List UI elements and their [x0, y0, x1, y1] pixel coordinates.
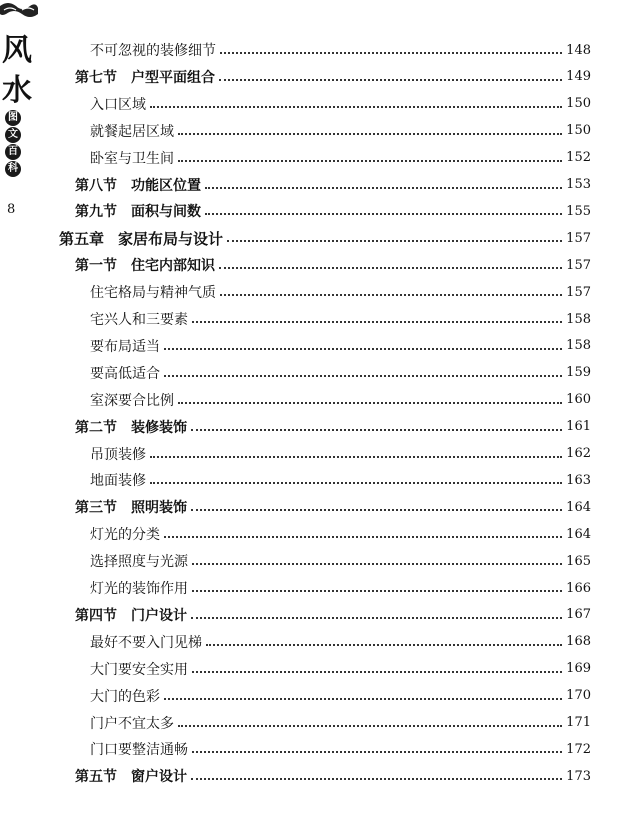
- toc-entry-title-text: 住宅格局与精神气质: [90, 285, 216, 302]
- toc-entry-title-text: 户型平面组合: [131, 69, 215, 86]
- toc-subsection-entry: [90, 363, 591, 383]
- toc-page-number: 157: [566, 284, 591, 300]
- toc-entry-title-text: 灯光的装饰作用: [90, 581, 188, 597]
- toc-entry-title: [75, 417, 187, 437]
- page-number: 8: [7, 202, 16, 217]
- toc-subsection-entry: [90, 94, 591, 114]
- toc-dot-leader: [220, 294, 562, 296]
- toc-page-number: 158: [566, 311, 591, 327]
- toc-entry-title-text: 吊顶装修: [90, 446, 146, 463]
- toc-entry-number: 第四节: [75, 607, 117, 624]
- toc-entry-title-text: 地面装修: [90, 473, 146, 490]
- toc-page-number: 168: [566, 634, 591, 650]
- book-title-char-2: 水: [2, 73, 32, 108]
- toc-dot-leader: [164, 348, 562, 350]
- toc-subsection-entry: [90, 148, 591, 168]
- toc-page-number: 157: [566, 257, 591, 273]
- toc-subsection-entry: [90, 578, 591, 598]
- toc-page-number: 159: [566, 365, 591, 381]
- toc-entry-title-text: 门户设计: [131, 607, 187, 624]
- page-margin: [0, 0, 40, 821]
- toc-entry-title-text: 不可忽视的装修细节: [90, 43, 216, 59]
- toc-dot-leader: [164, 536, 562, 538]
- toc-entry-title: [90, 739, 188, 759]
- toc-entry-title-text: 灯光的分类: [90, 527, 160, 544]
- toc-dot-leader: [192, 590, 562, 592]
- toc-page-number: 165: [566, 553, 591, 569]
- toc-dot-leader: [205, 213, 562, 215]
- toc-entry-title: [90, 713, 174, 733]
- toc-dot-leader: [191, 617, 562, 619]
- toc-subsection-entry: [90, 713, 591, 733]
- toc-dot-leader: [191, 429, 562, 431]
- toc-entry-title: [90, 578, 188, 598]
- toc-dot-leader: [192, 671, 562, 673]
- toc-subsection-entry: [90, 336, 591, 356]
- toc-entry-title-text: 功能区位置: [131, 177, 201, 194]
- toc-dot-leader: [192, 751, 562, 753]
- book-title-char-1: 风: [2, 33, 32, 68]
- toc-entry-title-text: 照明装饰: [131, 500, 187, 517]
- toc-subsection-entry: [90, 686, 591, 706]
- seal-char-3: 百: [5, 144, 21, 160]
- seal-char-4: 科: [5, 161, 21, 177]
- toc-subsection-entry: [90, 444, 591, 464]
- toc-entry-title: [90, 121, 174, 141]
- toc-entry-title-text: 宅兴人和三要素: [90, 312, 188, 328]
- toc-entry-title-text: 室深要合比例: [90, 392, 174, 409]
- toc-page-number: 160: [566, 392, 591, 408]
- toc-page-number: 155: [566, 203, 591, 219]
- toc-entry-title: [75, 605, 187, 625]
- toc-entry-number: 第八节: [75, 177, 117, 194]
- toc-entry-number: 第五节: [75, 769, 117, 786]
- toc-dot-leader: [178, 402, 562, 404]
- toc-dot-leader: [220, 52, 562, 54]
- toc-entry-title-text: 门口要整洁通畅: [90, 742, 188, 759]
- toc-page-number: 161: [566, 419, 591, 435]
- toc-page-number: 153: [566, 177, 591, 192]
- toc-dot-leader: [192, 563, 562, 565]
- toc-entry-title: [90, 40, 216, 60]
- toc-entry-title: [59, 228, 223, 249]
- toc-page-number: 149: [566, 69, 591, 85]
- toc-dot-leader: [178, 160, 562, 162]
- toc-page-number: 158: [566, 338, 591, 354]
- toc-page-number: 171: [566, 715, 591, 730]
- toc-dot-leader: [150, 106, 562, 108]
- toc-subsection-entry: [90, 739, 591, 759]
- toc-entry-title: [90, 148, 174, 168]
- toc-page-number: 150: [566, 96, 591, 112]
- toc-entry-title-text: 卧室与卫生间: [90, 150, 174, 167]
- seal-char-1: 图: [5, 110, 21, 126]
- toc-dot-leader: [206, 644, 562, 646]
- toc-entry-title: [75, 255, 215, 275]
- toc-entry-title-text: 大门的色彩: [90, 688, 160, 705]
- toc-dot-leader: [150, 456, 562, 458]
- toc-entry-number: 第五章: [59, 229, 105, 248]
- toc-entry-title: [75, 201, 201, 221]
- toc-entry-title: [90, 282, 216, 302]
- toc-page-number: 172: [566, 741, 591, 757]
- toc-entry-title-text: 选择照度与光源: [90, 554, 188, 571]
- toc-entry-title-text: 最好不要入门见梯: [90, 634, 202, 651]
- toc-dot-leader: [205, 187, 562, 189]
- toc-entry-title: [90, 632, 202, 652]
- toc-dot-leader: [164, 698, 562, 700]
- toc-chapter-entry: [59, 228, 591, 248]
- toc-subsection-entry: [90, 40, 591, 60]
- toc-dot-leader: [219, 79, 562, 81]
- toc-entry-title: [75, 67, 215, 87]
- toc-entry-title: [75, 175, 201, 195]
- toc-page-number: 169: [566, 661, 591, 677]
- toc-subsection-entry: [90, 470, 591, 490]
- toc-dot-leader: [164, 375, 562, 377]
- toc-subsection-entry: [90, 632, 591, 652]
- toc-subsection-entry: [90, 282, 591, 302]
- toc-entry-number: 第七节: [75, 69, 117, 86]
- toc-dot-leader: [191, 778, 562, 780]
- toc-dot-leader: [178, 725, 562, 727]
- toc-entry-title: [90, 94, 146, 114]
- toc-page-number: 167: [566, 607, 591, 623]
- toc-section-entry: [75, 766, 591, 786]
- toc-page-number: 173: [566, 768, 591, 784]
- toc-section-entry: [75, 67, 591, 87]
- toc-section-entry: [75, 417, 591, 437]
- toc-page-number: 164: [566, 499, 591, 515]
- toc-entry-title-text: 入口区域: [90, 96, 146, 113]
- toc-dot-leader: [150, 482, 562, 484]
- toc-entry-title: [90, 363, 160, 383]
- toc-entry-number: 第二节: [75, 419, 117, 436]
- cloud-ornament-icon: [0, 0, 38, 20]
- toc-entry-title: [90, 524, 160, 544]
- toc-dot-leader: [219, 267, 562, 269]
- toc-entry-title-text: 就餐起居区域: [90, 123, 174, 140]
- seal-char-2: 文: [5, 127, 21, 143]
- toc-entry-title-text: 面积与间数: [131, 204, 201, 221]
- toc-entry-title: [90, 390, 174, 410]
- toc-page-number: 164: [566, 526, 591, 542]
- toc-entry-title-text: 大门要安全实用: [90, 661, 188, 678]
- toc-entry-title: [90, 686, 160, 706]
- toc-entry-title-text: 要布局适当: [90, 338, 160, 355]
- seal-column: [5, 110, 23, 178]
- toc-page-number: 150: [566, 123, 591, 139]
- toc-entry-number: 第一节: [75, 258, 117, 275]
- toc-entry-title-text: 门户不宜太多: [90, 715, 174, 732]
- toc-subsection-entry: [90, 121, 591, 141]
- toc-section-entry: [75, 175, 591, 195]
- toc-subsection-entry: [90, 390, 591, 410]
- toc-entry-title: [75, 766, 187, 786]
- toc-section-entry: [75, 497, 591, 517]
- toc-page-number: 148: [566, 42, 591, 58]
- toc-subsection-entry: [90, 659, 591, 679]
- toc-page-number: 166: [566, 580, 591, 596]
- toc-dot-leader: [227, 240, 562, 242]
- toc-dot-leader: [178, 133, 562, 135]
- toc-entry-title: [90, 470, 146, 490]
- toc-subsection-entry: [90, 524, 591, 544]
- toc-page-number: 157: [566, 230, 591, 246]
- toc-entry-title-text: 家居布局与设计: [118, 229, 224, 248]
- toc-entry-title: [90, 551, 188, 571]
- toc-section-entry: [75, 201, 591, 221]
- toc-section-entry: [75, 255, 591, 275]
- toc-entry-title-text: 住宅内部知识: [131, 258, 215, 275]
- toc-entry-title: [90, 309, 188, 329]
- toc-entry-title-text: 窗户设计: [131, 769, 187, 786]
- toc-dot-leader: [192, 321, 562, 323]
- toc-page-number: 152: [566, 150, 591, 166]
- toc-dot-leader: [191, 509, 562, 511]
- toc-page-number: 170: [566, 688, 591, 704]
- toc-section-entry: [75, 605, 591, 625]
- toc-subsection-entry: [90, 551, 591, 571]
- toc-entry-title: [90, 659, 188, 679]
- toc-entry-title-text: 要高低适合: [90, 365, 160, 382]
- toc-page-number: 162: [566, 446, 591, 461]
- toc-entry-number: 第三节: [75, 500, 117, 517]
- toc-entry-title: [90, 444, 146, 464]
- toc-subsection-entry: [90, 309, 591, 329]
- toc-entry-number: 第九节: [75, 204, 117, 221]
- toc-entry-title-text: 装修装饰: [131, 419, 187, 436]
- toc-entry-title: [75, 497, 187, 517]
- toc-page-number: 163: [566, 472, 591, 488]
- toc-entry-title: [90, 336, 160, 356]
